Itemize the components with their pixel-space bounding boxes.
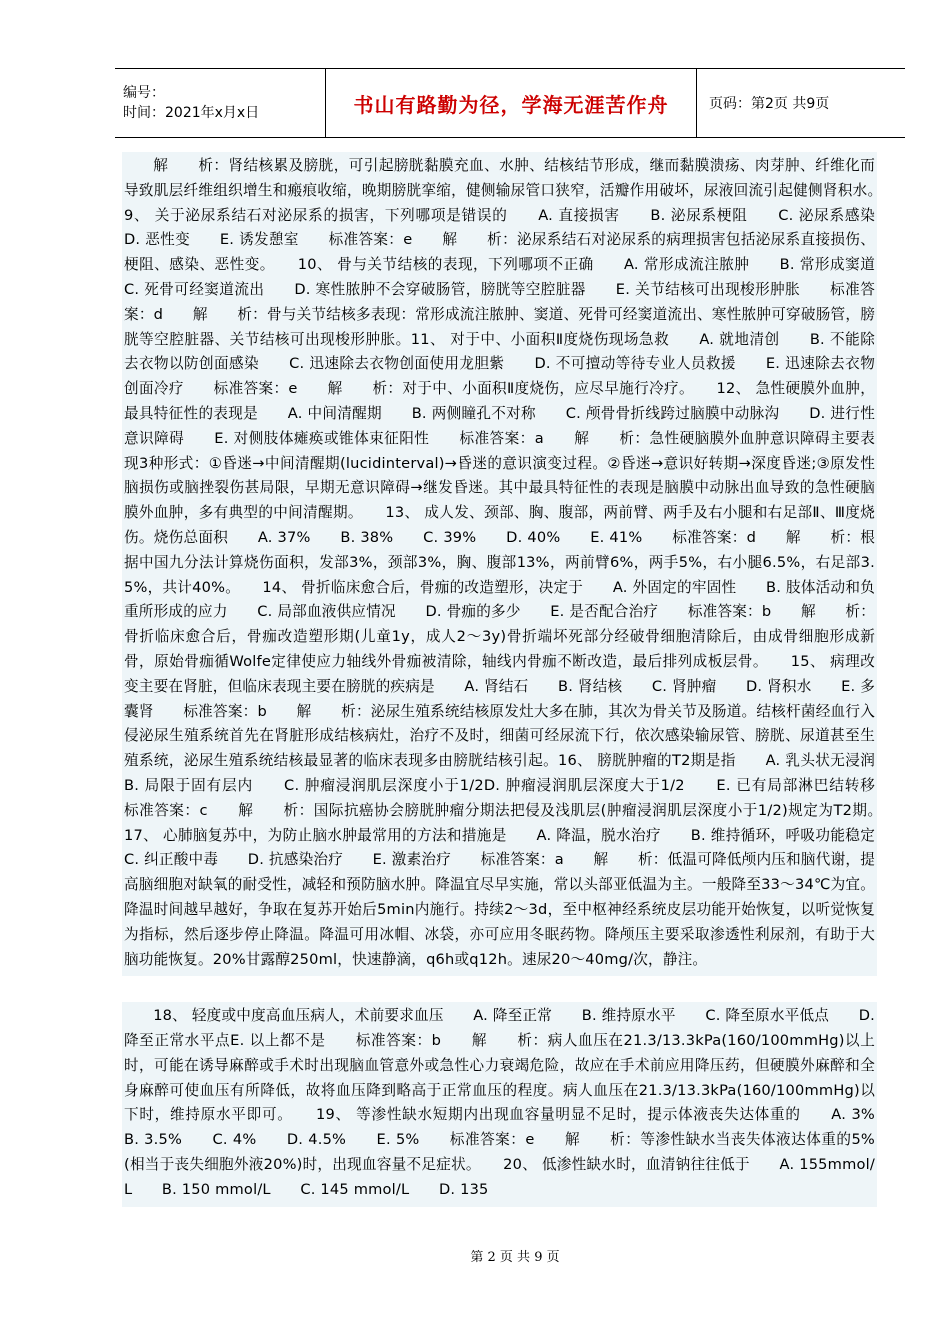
header-page-info [697,69,905,137]
header-motto [325,69,697,137]
body-paragraph-1: 解 析：肾结核累及膀胱，可引起膀胱黏膜充血、水肿、结核结节形成，继而黏膜溃疡、肉芽肿、纤维化而导致肌层纤维组织增生和瘢痕收缩，晚期膀胱挛缩，健侧输尿管口狭窄，活瓣作用破坏，尿液回流引起健侧肾积水。 9、 关于泌尿系结石对泌尿系的损害，下列哪项是错误的 A. 直接损害 B. 泌尿系梗阻 C. 泌尿系感染 D. 恶性变 E. 诱发憩室 标准答案：e 解 析：泌尿系结石对泌尿系的病理损害包括泌尿系直接损伤、梗阻、感染、恶性变。 10、 骨与关节结核的表现，下列哪项不正确 A. 常形成流注脓肿 B. 常形成窦道 C. 死骨可经窦道流出 D. 寒性脓肿不会穿破肠管，膀胱等空腔脏器 E. 关节结核可出现梭形肿胀 标准答案：d 解 析：骨与关节结核多表现：常形成流注脓肿、窦道、死骨可经窦道流出、寒性脓肿可穿破肠管，膀胱等空腔脏器、关节结核可出现梭形肿胀。11、 对于中、小面积Ⅱ度烧伤现场急救 A. 就地清创 B. 不能除去衣物以防创面感染 C. 迅速除去衣物创面使用龙胆紫 D. 不可擅动等待专业人员救援 E. 迅速除去衣物创面冷疗 标准答案：e 解 析：对于中、小面积Ⅱ度烧伤，应尽早施行冷疗。 12、 急性硬膜外血肿，最具特征性的表现是 A. 中间清醒期 B. 两侧瞳孔不对称 C. 颅骨骨折线跨过脑膜中动脉沟 D. 进行性意识障碍 E. 对侧肢体瘫痪或锥体束征阳性 标准答案：a 解 析：急性硬脑膜外血肿意识障碍主要表现3种形式：①昏迷→中间清醒期(lucidinterval)→昏迷的意识演变过程。②昏迷→意识好转期→深度昏迷;③原发性脑损伤或脑挫裂伤甚局限，早期无意识障碍→继发昏迷。其中最具特征性的表现是脑膜中动脉出血导致的急性硬脑膜外血肿，多有典型的中间清醒期。 13、 成人发、颈部、胸、腹部，两前臂、两手及右小腿和右足部Ⅱ、Ⅲ度烧伤。烧伤总面积 A. 37% B. 38% C. 39% D. 40% E. 41% 标准答案：d 解 析：根据中国九分法计算烧伤面积，发部3%，颈部3%，胸、腹部13%，两前臂6%，两手5%，右小腿6.5%，右足部3.5%，共计40%。 14、 骨折临床愈合后，骨痂的改造塑形，决定于 A. 外固定的牢固性 B. 肢体活动和负重所形成的应力 C. 局部血液供应情况 D. 骨痂的多少 E. 是否配合治疗 标准答案：b 解 析：骨折临床愈合后，骨痂改造塑形期(儿童1y，成人2～3y)骨折端坏死部分经破骨细胞清除后，由成骨细胞形成新骨，原始骨痂循Wolfe定律使应力轴线外骨痂被清除，轴线内骨痂不断改造，最后排列成板层骨。 15、 病理改变主要在肾脏，但临床表现主要在膀胱的疾病是 A. 肾结石 B. 肾结核 C. 肾肿瘤 D. 肾积水 E. 多囊肾 标准答案：b 解 析：泌尿生殖系统结核原发灶大多在肺，其次为骨关节及肠道。结核杆菌经血行入侵泌尿生殖系统首先在肾脏形成结核病灶，治疗不及时，细菌可经尿流下行，依次感染输尿管、膀胱、尿道甚至生殖系统，泌尿生殖系统结核最显著的临床表现多由膀胱结核引起。16、 膀胱肿瘤的T2期是指 A. 乳头状无浸润 B. 局限于固有层内 C. 肿瘤浸润肌层深度小于1/2D. 肿瘤浸润肌层深度大于1/2 E. 已有局部淋巴结转移 标准答案：c 解 析：国际抗癌协会膀胱肿瘤分期法把侵及浅肌层(肿瘤浸润肌层深度小于1/2)规定为T2期。 17、 心肺脑复苏中，为防止脑水肿最常用的方法和措施是 A. 降温，脱水治疗 B. 维持循环，呼吸功能稳定 C. 纠正酸中毒 D. 抗感染治疗 E. 激素治疗 标准答案：a 解 析：低温可降低颅内压和脑代谢，提高脑细胞对缺氧的耐受性，减轻和预防脑水肿。降温宜尽早实施，常以头部亚低温为主。一般降至33～34℃为宜。降温时间越早越好，争取在复苏开始后5min内施行。持续2～3d，至中枢神经系统皮层功能开始恢复，以听觉恢复为指标，然后逐步停止降温。降温可用冰帽、冰袋，亦可应用冬眠药物。降颅压主要采取渗透性利尿剂，有助于大脑功能恢复。20%甘露醇250ml，快速静滴，q6h或q12h。速尿20～40mg/次，静注。 [122,152,877,976]
motto-text: 书山有路勤为径，学海无涯苦作舟 [353,92,669,117]
date-label: 时间：2021年x月x日 [123,105,260,121]
body-paragraph-2: 18、 轻度或中度高血压病人，术前要求血压 A. 降至正常 B. 维持原水平 C. 降至原水平低点 D. 降至正常水平点E. 以上都不是 标准答案：b 解 析：病人血压在21.3/13.3kPa(160/100mmHg)以上时，可能在诱导麻醉或手术时出现脑血管意外或急性心力衰竭危险，故应在手术前应用降压药，但硬膜外麻醉和全身麻醉可使血压有所降低，故将血压降到略高于正常血压的程度。病人血压在21.3/13.3kPa(160/100mmHg)以下时，维持原水平即可。 19、 等渗性缺水短期内出现血容量明显不足时，提示体液丧失达体重的 A. 3% B. 3.5% C. 4% D. 4.5% E. 5% 标准答案：e 解 析：等渗性缺水当丧失体液达体重的5%(相当于丧失细胞外液20%)时，出现血容量不足症状。 20、 低渗性缺水时，血清钠往往低于 A. 155mmol/L B. 150 mmol/L C. 145 mmol/L D. 135 [122,1002,877,1206]
header-meta [115,69,325,137]
paragraph-gap [122,976,877,1002]
page-header [115,68,905,138]
document-body [122,152,905,1207]
page-footer: 第 2 页 共 9 页 [470,1250,560,1265]
serial-number-label: 编号： [123,85,165,101]
page-info-text: 页码：第2页 共9页 [709,96,830,112]
